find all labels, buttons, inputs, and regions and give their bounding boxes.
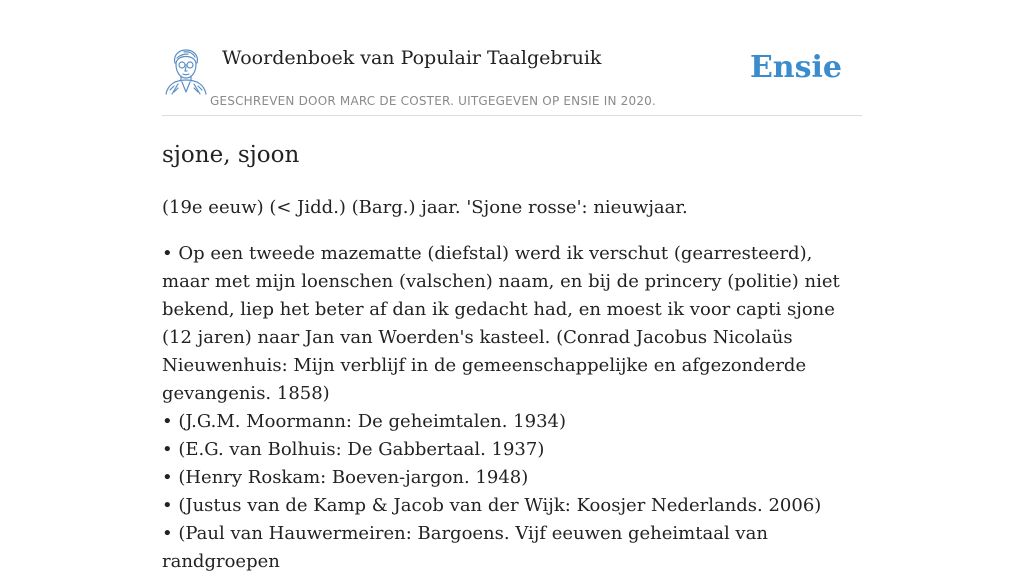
citation-list <box>162 240 862 576</box>
citation-item: • Op een tweede mazematte (diefstal) werd ik verschut (gearresteerd), maar met mijn loenschen (valschen) naam, en bij de princery (politie) niet bekend, liep het beter af dan ik gedacht had, en moest ik voor capti sjone (12 jaren) naar Jan van Woerden's kasteel. (Conrad Jacobus Nicolaüs Nieuwenhuis: Mijn verblijf in de gemeenschappelijke en afgezonderde gevangenis. 1858) <box>162 243 840 404</box>
citation-item: • (J.G.M. Moormann: De geheimtalen. 1934) <box>162 411 567 432</box>
entry-definition: (19e eeuw) (< Jidd.) (Barg.) jaar. 'Sjone rosse': nieuwjaar. <box>162 197 688 218</box>
book-title[interactable]: Woordenboek van Populair Taalgebruik <box>222 47 602 69</box>
citation-item: • (Paul van Hauwermeiren: Bargoens. Vijf eeuwen geheimtaal van randgroepen <box>162 523 768 572</box>
citation-item: • (Henry Roskam: Boeven-jargon. 1948) <box>162 467 529 488</box>
author-portrait-icon <box>162 46 210 96</box>
entry-content <box>162 139 862 576</box>
citation-item: • (Justus van de Kamp & Jacob van der Wijk: Koosjer Nederlands. 2006) <box>162 495 822 516</box>
site-header <box>162 40 862 116</box>
entry-term: sjone, sjoon <box>162 142 300 168</box>
author-byline: GESCHREVEN DOOR MARC DE COSTER. UITGEGEVEN OP ENSIE IN 2020. <box>210 94 656 108</box>
ensie-logo-link[interactable]: Ensie <box>749 50 842 85</box>
citation-item: • (E.G. van Bolhuis: De Gabbertaal. 1937) <box>162 439 545 460</box>
